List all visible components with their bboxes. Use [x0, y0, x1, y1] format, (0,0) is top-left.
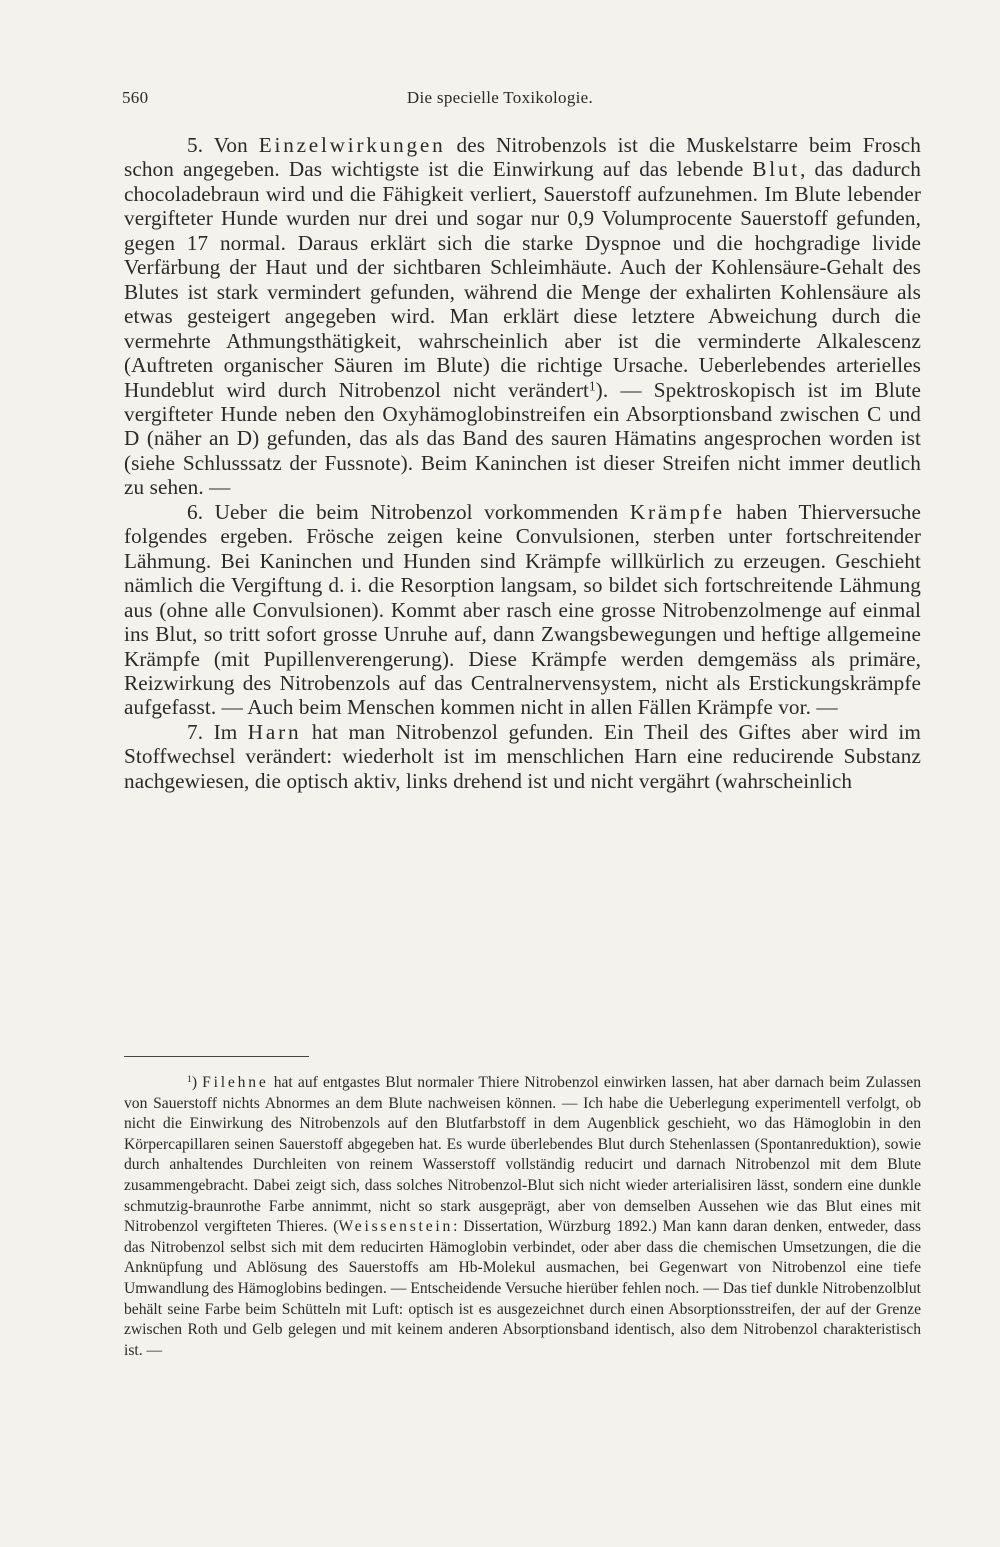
- main-text: [124, 133, 921, 793]
- paragraph-text: ). — Spektroskopisch ist im Blute vergifteter Hunde neben den Oxyhämoglobinstreifen ein Absorptionsband zwischen C und D (näher an D) gefunden, das als das Band des sauren Hämatins angesprochen worden ist (siehe Schlusssatz der Fussnote). Beim Kaninchen ist dieser Streifen nicht immer deutlich zu sehen. —: [124, 377, 921, 500]
- footnote-lead: ): [191, 1074, 203, 1091]
- paragraph-text: , das dadurch chocoladebraun wird und die Fähigkeit verliert, Sauerstoff aufzunehmen. Im Blute lebender vergifteter Hunde wurden nur drei und sogar nur 0,9 Volumprocente Sauerstoff gefunden, gegen 17 normal. Daraus erklärt sich die starke Dyspnoe und die hochgradige livide Verfärbung der Haut und der sichtbaren Schleimhäute. Auch der Kohlensäure-Gehalt des Blutes ist stark vermindert gefunden, während die Menge der exhalirten Kohlensäure als etwas gesteigert angegeben wird. Man erklärt diese letztere Abweichung durch die vermehrte Athmungsthätigkeit, wahrscheinlich aber ist die verminderte Alkalescenz (Auftreten organischer Säuren im Blute) die richtige Ursache. Ueberlebendes arterielles Hundeblut wird durch Nitrobenzol nicht verändert: [124, 157, 921, 402]
- footnote-text: hat auf entgastes Blut normaler Thiere Nitrobenzol einwirken lassen, hat aber darnach beim Zulassen von Sauerstoff nichts Abnormes an dem Blute nachweisen können. — Ich habe die Ueberlegung experimentell verfolgt, ob nicht die Einwirkung des Nitrobenzols auf den Blutfarbstoff in dem Augenblick geschieht, wo das Hämoglobin in den Körpercapillaren seinen Sauerstoff abgegeben hat. Es wurde überlebendes Blut durch Stehenlassen (Spontanreduktion), sowie durch anhaltendes Durchleiten von reinem Wasserstoff vollständig reducirt und darnach Nitrobenzol mit dem Blute zusammengebracht. Dabei zeigt sich, dass solches Nitrobenzol-Blut sich nicht wieder arterialisiren lässt, sondern eine dunkle schmutzig-braunrothe Farbe annimmt, nicht so stark ausgeprägt, aber von demselben Aussehen wie das Blut eines mit Nitrobenzol vergifteten Thieres. (: [124, 1074, 921, 1236]
- footnote: [124, 1073, 921, 1361]
- paragraph-text: hat man Nitrobenzol gefunden. Ein Theil des Giftes aber wird im Stoffwechsel verändert: wiederholt ist im menschlichen Harn eine reducirende Substanz nachgewiesen, die optisch aktiv, links drehend ist und nicht vergährt (wahrscheinlich: [124, 719, 921, 793]
- paragraph-lead: 7. Im: [187, 719, 248, 744]
- running-title: Die specielle Toxikologie.: [406, 88, 594, 107]
- paragraph-lead: 6. Ueber die beim Nitrobenzol vorkommenden: [187, 499, 630, 524]
- paragraph-lead: 5. Von: [187, 133, 259, 157]
- page-header: [122, 88, 878, 116]
- paragraph-text: haben Thierversuche folgendes ergeben. Frösche zeigen keine Convulsionen, sterben unter fortschreitender Lähmung. Bei Kaninchen und Hunden sind Krämpfe willkürlich zu erzeugen. Geschieht nämlich die Vergiftung d. i. die Resorption langsam, so bildet sich fortschreitende Lähmung aus (ohne alle Convulsionen). Kommt aber rasch eine grosse Nitrobenzolmenge auf einmal ins Blut, so tritt sofort grosse Unruhe auf, dann Zwangsbewegungen und heftige allgemeine Krämpfe (mit Pupillenverengerung). Diese Krämpfe werden demgemäss als primäre, Reizwirkung des Nitrobenzols auf das Centralnervensystem, nicht als Erstickungskrämpfe aufgefasst. — Auch beim Menschen kommen nicht in allen Fällen Krämpfe vor. —: [124, 499, 921, 720]
- spaced-term: Weissenstein: [338, 1218, 454, 1236]
- spaced-term: Filehne: [202, 1074, 269, 1091]
- footnote-reference[interactable]: 1: [589, 377, 596, 393]
- paragraph-7: [124, 720, 921, 793]
- spaced-term: Krämpfe: [629, 499, 725, 524]
- paragraph-text: des Nitrobenzols ist die Muskelstarre beim Frosch schon angegeben. Das wichtigste ist die Einwirkung auf das lebende: [124, 133, 922, 182]
- spaced-term: Blut: [752, 157, 801, 182]
- spaced-term: Harn: [247, 719, 302, 744]
- paragraph-5: [124, 133, 921, 500]
- spaced-term: Einzelwirkungen: [258, 133, 446, 157]
- footnote-marker: 1: [187, 1074, 192, 1086]
- paragraph-6: [124, 500, 921, 720]
- footnote-divider: [124, 1056, 309, 1057]
- page-number: 560: [122, 88, 149, 107]
- footnote-text: : Dissertation, Würzburg 1892.) Man kann daran denken, entweder, dass das Nitrobenzol selbst sich mit dem reducirten Hämoglobin verbindet, oder aber dass die chemischen Umsetzungen, die die Anknüpfung und Ablösung des Sauerstoffs am Hb-Molekul ausmachen, bei Gegenwart von Nitrobenzol eine tiefe Umwandlung des Hämoglobins bedingen. — Entscheidende Versuche hierüber fehlen noch. — Das tief dunkle Nitrobenzolblut behält seine Farbe beim Schütteln mit Luft: optisch ist es ausgezeichnet durch einen Absorptionsstreifen, der auf der Grenze zwischen Roth und Gelb gelegen und mit keinem anderen Absorptionsband identisch, also dem Nitrobenzol charakteristisch ist. —: [124, 1218, 921, 1359]
